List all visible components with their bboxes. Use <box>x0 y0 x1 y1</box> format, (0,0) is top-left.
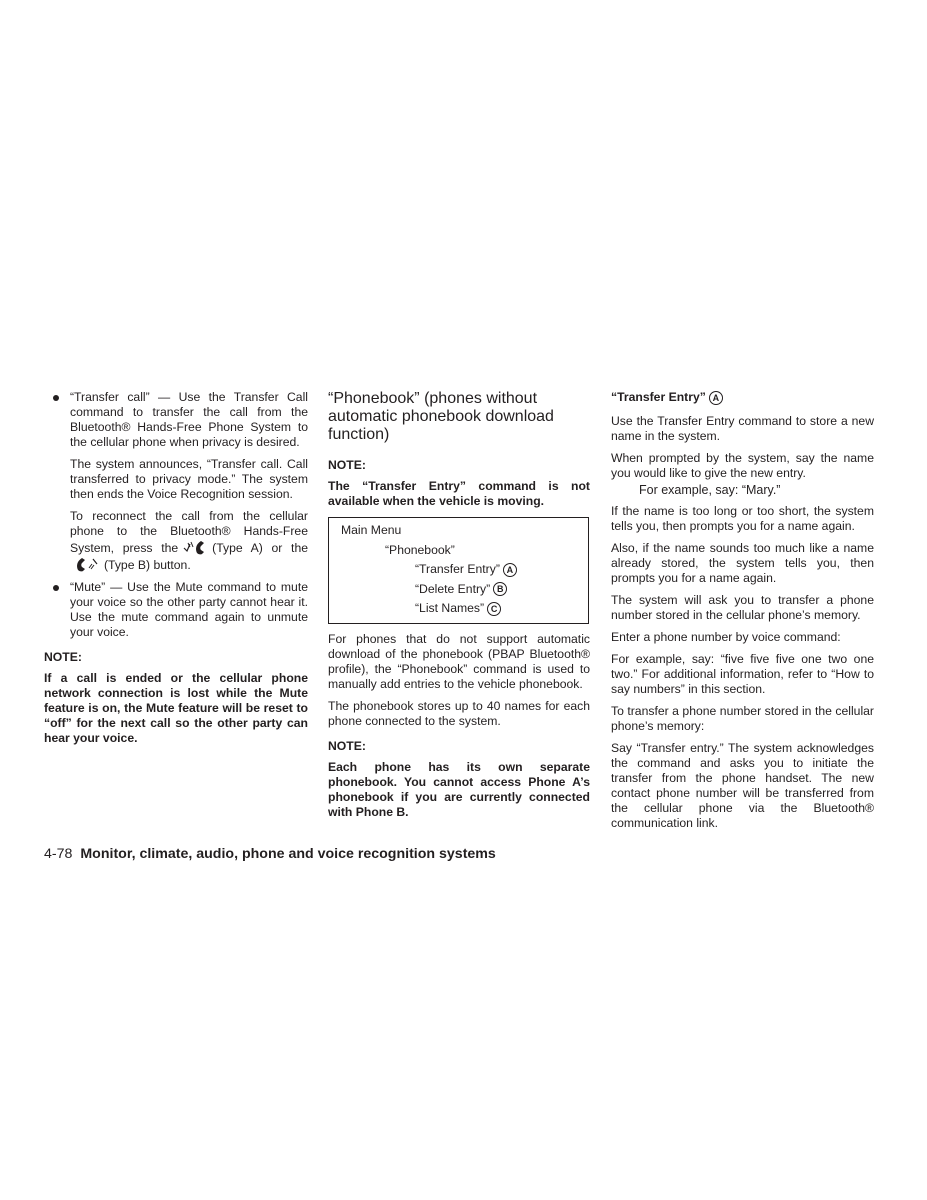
mute-text: “Mute” — Use the Mute command to mute your voice so the other party cannot hear it. Use the mute command again to unmute your voice. <box>70 580 308 639</box>
note-text: Each phone has its own separate phonebook. You cannot access Phone A’s phonebook if you are currently connected with Phone B. <box>328 759 590 819</box>
right-para-8: To transfer a phone number stored in the cellular phone’s memory: <box>611 704 874 733</box>
transfer-entry-heading-text: “Transfer Entry” <box>611 390 706 404</box>
reconnect-type-a: (Type A) or the <box>212 541 308 555</box>
menu-list-names <box>341 599 578 619</box>
transfer-entry-heading <box>611 390 874 405</box>
menu-transfer-entry-label: “Transfer Entry” <box>415 562 500 576</box>
voice-phone-icon <box>182 539 208 555</box>
right-para-7: For example, say: “five five five one two one two.” For additional information, refer to “How to say numbers” in this section. <box>611 652 874 696</box>
phonebook-para-2: The phonebook stores up to 40 names for each phone connected to the system. <box>328 698 590 728</box>
phonebook-para-1: For phones that do not support automatic download of the phonebook (PBAP Bluetooth® profile), the “Phonebook” command is used to manually add entries to the vehicle phonebook. <box>328 631 590 691</box>
callout-b: B <box>493 582 507 596</box>
menu-main: Main Menu <box>341 523 402 537</box>
reconnect-text <box>70 509 308 573</box>
right-para-3: If the name is too long or too short, the system tells you, then prompts you for a name again. <box>611 504 874 533</box>
note-heading: NOTE: <box>328 458 366 472</box>
phone-hangup-icon <box>74 556 100 572</box>
note-heading: NOTE: <box>44 650 82 664</box>
chapter-title: Monitor, climate, audio, phone and voice recognition systems <box>80 846 496 862</box>
page-footer <box>44 846 496 862</box>
left-column <box>44 390 308 753</box>
transfer-call-text: “Transfer call” — Use the Transfer Call command to transfer the call from the Bluetooth® Hands-Free Phone System to the cellular phone when privacy is desired. <box>70 390 308 449</box>
reconnect-part1: To reconnect the call from the cellular phone to the Bluetooth® Hands-Free System, press the <box>70 509 308 555</box>
menu-phonebook: “Phonebook” <box>385 542 455 557</box>
menu-transfer-entry <box>341 560 578 580</box>
right-para-6: Enter a phone number by voice command: <box>611 630 841 644</box>
bullet-dot <box>53 395 59 401</box>
menu-delete-entry-label: “Delete Entry” <box>415 581 491 596</box>
menu-delete-entry <box>341 580 578 600</box>
section-title: “Phonebook” (phones without automatic phonebook download function) <box>328 390 554 443</box>
menu-list-names-label: “List Names” <box>415 601 485 615</box>
right-para-2: When prompted by the system, say the name you would like to give the new entry. <box>611 451 874 480</box>
bullet-mute <box>44 580 308 640</box>
right-para-9: Say “Transfer entry.” The system acknowledges the command and asks you to initiate the transfer from the phone handset. The new contact phone number will be transferred from the cellular phone via the Bluetooth® communication link. <box>611 741 874 830</box>
callout-c: C <box>487 602 501 616</box>
right-para-4: Also, if the name sounds too much like a name already stored, the system tells you, then prompts you for a name again. <box>611 541 874 585</box>
middle-column <box>328 390 590 827</box>
menu-tree-box <box>328 517 589 624</box>
note-heading: NOTE: <box>328 738 366 753</box>
transfer-call-announce: The system announces, “Transfer call. Call transferred to privacy mode.” The system then ends the Voice Recognition session. <box>70 457 308 501</box>
right-para-5: The system will ask you to transfer a phone number stored in the cellular phone’s memory. <box>611 593 874 622</box>
callout-a: A <box>503 563 517 577</box>
right-column <box>611 390 874 838</box>
bullet-transfer-call <box>44 390 308 573</box>
right-para-1: Use the Transfer Entry command to store a new name in the system. <box>611 414 874 443</box>
reconnect-type-b: (Type B) button. <box>104 558 191 572</box>
callout-a: A <box>709 391 723 405</box>
page-number: 4-78 <box>44 846 73 862</box>
example-mary: For example, say: “Mary.” <box>639 483 781 497</box>
note-text: The “Transfer Entry” command is not available when the vehicle is moving. <box>328 479 590 508</box>
bullet-dot <box>53 585 59 591</box>
note-text: If a call is ended or the cellular phone network connection is lost while the Mute feature is on, the Mute feature will be reset to “off” for the next call so the other party can hear your voice. <box>44 671 308 745</box>
